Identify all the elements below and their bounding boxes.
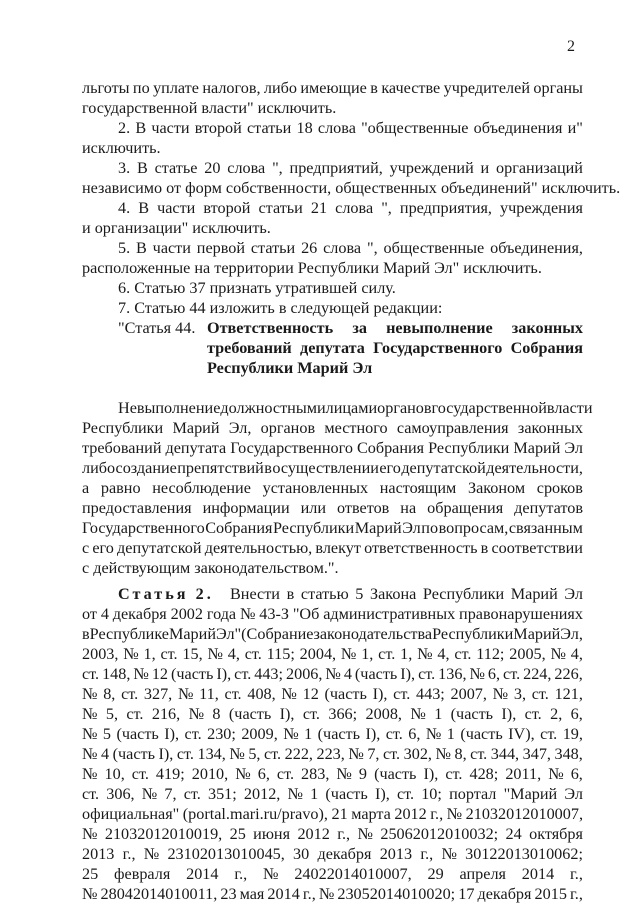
- article-2-line: ст. 148, № 12 (часть I), ст. 443; 2006, № 4 (часть I), ст. 136, № 6, ст. 224, 226,: [82, 665, 583, 683]
- item-6-line: 6. Статью 37 признать утратившей силу.: [118, 279, 396, 297]
- paragraph-line: Республики Марий Эл, органов местного самоуправления законных: [82, 419, 583, 437]
- article-2-line: № 8, ст. 327, № 11, ст. 408, № 12 (часть I), ст. 443; 2007, № 3, ст. 121,: [82, 685, 583, 703]
- item-5-line: расположенные на территории Республики Марий Эл" исключить.: [82, 259, 542, 277]
- article-2-line: Внести в статью 5 Закона Республики Марий Эл: [230, 585, 583, 603]
- article-2-line: ст. 306, № 7, ст. 351; 2012, № 1 (часть I), ст. 10; портал "Марий Эл: [82, 785, 583, 803]
- article-2-line: № 5 (часть I), ст. 230; 2009, № 1 (часть I), ст. 6, № 1 (часть IV), ст. 19,: [82, 725, 583, 743]
- item-3-line: независимо от форм собственности, общественных объединений" исключить.: [82, 179, 621, 197]
- article-2-line: 25 февраля 2014 г., № 24022014010007, 29 апреля 2014 г.,: [82, 865, 583, 883]
- item-7-line: 7. Статью 44 изложить в следующей редакции:: [118, 299, 443, 317]
- paragraph-line: предоставления информации или ответов на обращения депутатов: [82, 499, 583, 517]
- article-44-label: "Статья 44.: [118, 319, 196, 337]
- article-44-heading: требований депутата Государственного Собрания: [207, 339, 583, 357]
- item-2-line: 2. В части второй статьи 18 слова "общественные объединения и": [118, 119, 583, 137]
- paragraph-line: а равно несоблюдение установленных настоящим Законом сроков: [82, 479, 583, 497]
- text-line: льготы по уплате налогов, либо имеющие в качестве учредителей органы: [82, 79, 583, 97]
- paragraph-line: Невыполнение должностными лицами органов государственной власти: [118, 399, 593, 417]
- article-2-label: [118, 584, 214, 604]
- item-4-line: и организации" исключить.: [82, 219, 271, 237]
- paragraph-line: с его депутатской деятельностью, влекут ответственность в соответствии: [82, 539, 583, 557]
- article-44-heading: Республики Марий Эл: [207, 359, 373, 377]
- article-2-line: от 4 декабря 2002 года № 43-З "Об административных правонарушениях: [82, 605, 583, 623]
- article-2-line: № 5, ст. 216, № 8 (часть I), ст. 366; 2008, № 1 (часть I), ст. 2, 6,: [82, 705, 583, 723]
- item-5-line: 5. В части первой статьи 26 слова ", общественные объединения,: [118, 239, 583, 257]
- item-3-line: 3. В статье 20 слова ", предприятий, учреждений и организаций: [118, 159, 583, 177]
- item-4-line: 4. В части второй статьи 21 слова ", предприятия, учреждения: [118, 199, 583, 217]
- article-2-title: Статья 2.: [118, 585, 214, 603]
- article-2-line: № 10, ст. 419; 2010, № 6, ст. 283, № 9 (часть I), ст. 428; 2011, № 6,: [82, 765, 583, 783]
- article-2-line: № 4 (часть I), ст. 134, № 5, ст. 222, 223, № 7, ст. 302, № 8, ст. 344, 347, 348,: [82, 745, 583, 763]
- article-2-line: официальная" (portal.mari.ru/pravo), 21 марта 2012 г., № 21032012010007,: [82, 805, 583, 823]
- item-2-line: исключить.: [82, 139, 161, 157]
- article-44-heading: Ответственность за невыполнение законных: [207, 319, 583, 337]
- page-number: 2: [567, 38, 575, 55]
- article-2-line: № 21032012010019, 25 июня 2012 г., № 25062012010032; 24 октября: [82, 825, 583, 843]
- paragraph-line: Государственного Собрания Республики Марий Эл по вопросам, связанным: [82, 519, 583, 537]
- paragraph-line: требований депутата Государственного Собрания Республики Марий Эл: [82, 439, 583, 457]
- article-2-line: № 28042014010011, 23 мая 2014 г., № 23052014010020; 17 декабря 2015 г.,: [82, 885, 583, 903]
- article-2-line: 2003, № 1, ст. 15, № 4, ст. 115; 2004, № 1, ст. 1, № 4, ст. 112; 2005, № 4,: [82, 645, 583, 663]
- article-2-line: в Республике Марий Эл" (Собрание законодательства Республики Марий Эл,: [82, 625, 583, 643]
- article-2-line: 2013 г., № 23102013010045, 30 декабря 2013 г., № 30122013010062;: [82, 845, 583, 863]
- paragraph-line: с действующим законодательством.".: [82, 559, 339, 577]
- paragraph-line: либо создание препятствий в осуществлении его депутатской деятельности,: [82, 459, 583, 477]
- text-line: государственной власти" исключить.: [82, 99, 337, 117]
